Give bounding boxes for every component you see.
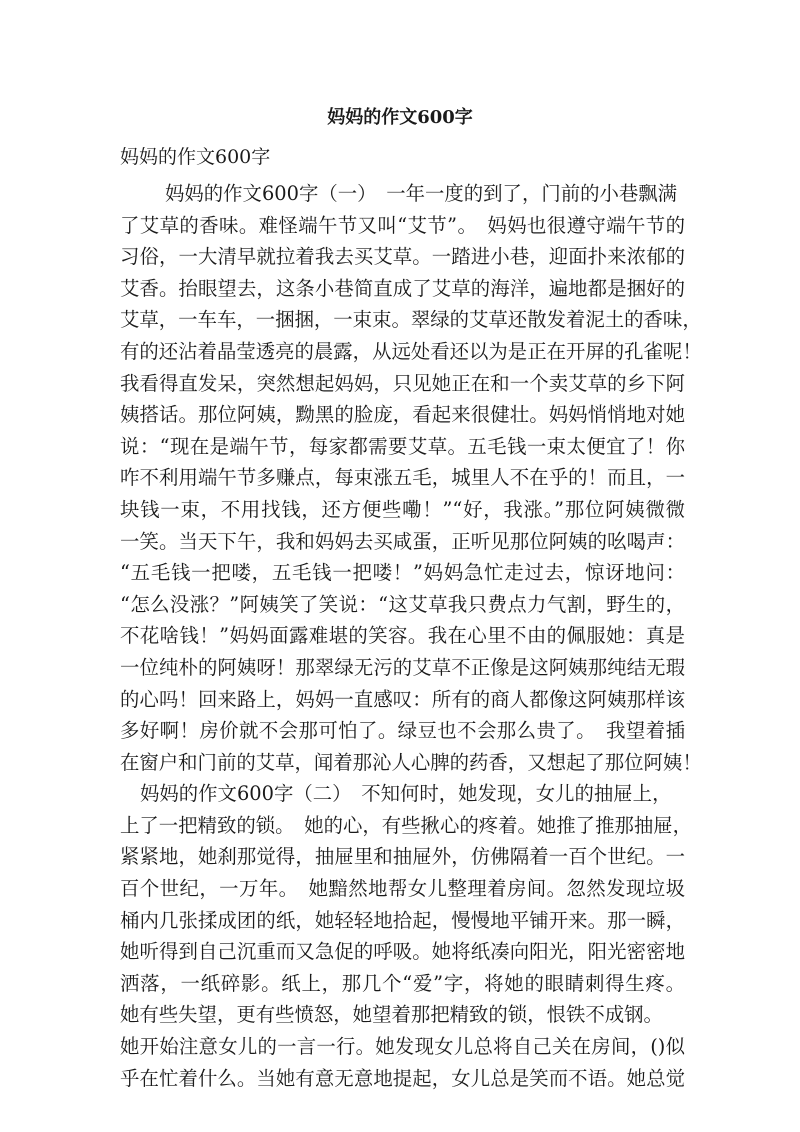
document-body bbox=[120, 178, 702, 1094]
body-line: 了艾草的香味。难怪端午节又叫“艾节”。 妈妈也很遵守端午节的 bbox=[120, 213, 685, 237]
body-line: 说：“现在是端午节，每家都需要艾草。五毛钱一束太便宜了！你 bbox=[120, 434, 685, 458]
body-line: 桶内几张揉成团的纸，她轻轻地拾起，慢慢地平铺开来。那一瞬， bbox=[120, 908, 685, 932]
body-line: “怎么没涨？”阿姨笑了笑说：“这艾草我只费点力气割，野生的， bbox=[120, 592, 685, 616]
body-line: 的心吗！回来路上，妈妈一直感叹：所有的商人都像这阿姨那样该 bbox=[120, 687, 685, 711]
body-line: 她听得到自己沉重而又急促的呼吸。她将纸凑向阳光，阳光密密地 bbox=[120, 940, 685, 964]
document-title: 妈妈的作文600字 bbox=[327, 107, 473, 128]
body-line: 妈妈的作文600字（一） 一年一度的到了，门前的小巷飘满 bbox=[165, 182, 678, 205]
body-line: 乎在忙着什么。当她有意无意地提起，女儿总是笑而不语。她总觉 bbox=[120, 1066, 685, 1090]
body-line: 百个世纪，一万年。 她黯然地帮女儿整理着房间。忽然发现垃圾 bbox=[120, 877, 685, 901]
body-line: 她开始注意女儿的一言一行。她发现女儿总将自己关在房间，()似 bbox=[120, 1035, 685, 1059]
body-line: 习俗，一大清早就拉着我去买艾草。一踏进小巷，迎面扑来浓郁的 bbox=[120, 245, 685, 269]
body-line: 不花啥钱！”妈妈面露难堪的笑容。我在心里不由的佩服她：真是 bbox=[120, 624, 685, 648]
body-line: 块钱一束，不用找钱，还方便些嘞！”“好，我涨。”那位阿姨微微 bbox=[120, 497, 685, 521]
body-line: 她有些失望，更有些愤怒，她望着那把精致的锁，恨铁不成钢。 bbox=[120, 1003, 663, 1027]
body-line: 一位纯朴的阿姨呀！那翠绿无污的艾草不正像是这阿姨那纯结无瑕 bbox=[120, 655, 685, 679]
document-subtitle: 妈妈的作文600字 bbox=[120, 146, 271, 168]
body-line: 上了一把精致的锁。 她的心，有些揪心的疼着。她推了推那抽屉， bbox=[120, 813, 693, 837]
body-line: 紧紧地，她刹那觉得，抽屉里和抽屉外，仿佛隔着一百个世纪。一 bbox=[120, 845, 685, 869]
body-line: 姨搭话。那位阿姨，黝黑的脸庞，看起来很健壮。妈妈悄悄地对她 bbox=[120, 403, 685, 427]
body-line: 妈妈的作文600字（二） 不知何时，她发现，女儿的抽屉上， bbox=[140, 782, 672, 806]
body-line: “五毛钱一把喽，五毛钱一把喽！”妈妈急忙走过去，惊讶地问： bbox=[120, 561, 685, 585]
body-line: 有的还沾着晶莹透亮的晨露，从远处看还以为是正在开屏的孔雀呢！ bbox=[120, 339, 702, 363]
body-line: 在窗户和门前的艾草，闻着那沁人心脾的药香，又想起了那位阿姨！ bbox=[120, 750, 702, 774]
body-line: 咋不利用端午节多赚点，每束涨五毛，城里人不在乎的！而且，一 bbox=[120, 466, 685, 490]
body-line: 我看得直发呆，突然想起妈妈，只见她正在和一个卖艾草的乡下阿 bbox=[120, 371, 685, 395]
body-line: 艾草，一车车，一捆捆，一束束。翠绿的艾草还散发着泥土的香味， bbox=[120, 308, 702, 332]
body-line: 多好啊！房价就不会那可怕了。绿豆也不会那么贵了。 我望着插 bbox=[120, 719, 685, 743]
body-line: 一笑。当天下午，我和妈妈去买咸蛋，正听见那位阿姨的吆喝声： bbox=[120, 529, 685, 553]
body-line: 洒落，一纸碎影。纸上，那几个“爱”字，将她的眼睛刺得生疼。 bbox=[120, 971, 685, 995]
body-line: 艾香。抬眼望去，这条小巷简直成了艾草的海洋，遍地都是捆好的 bbox=[120, 276, 685, 300]
